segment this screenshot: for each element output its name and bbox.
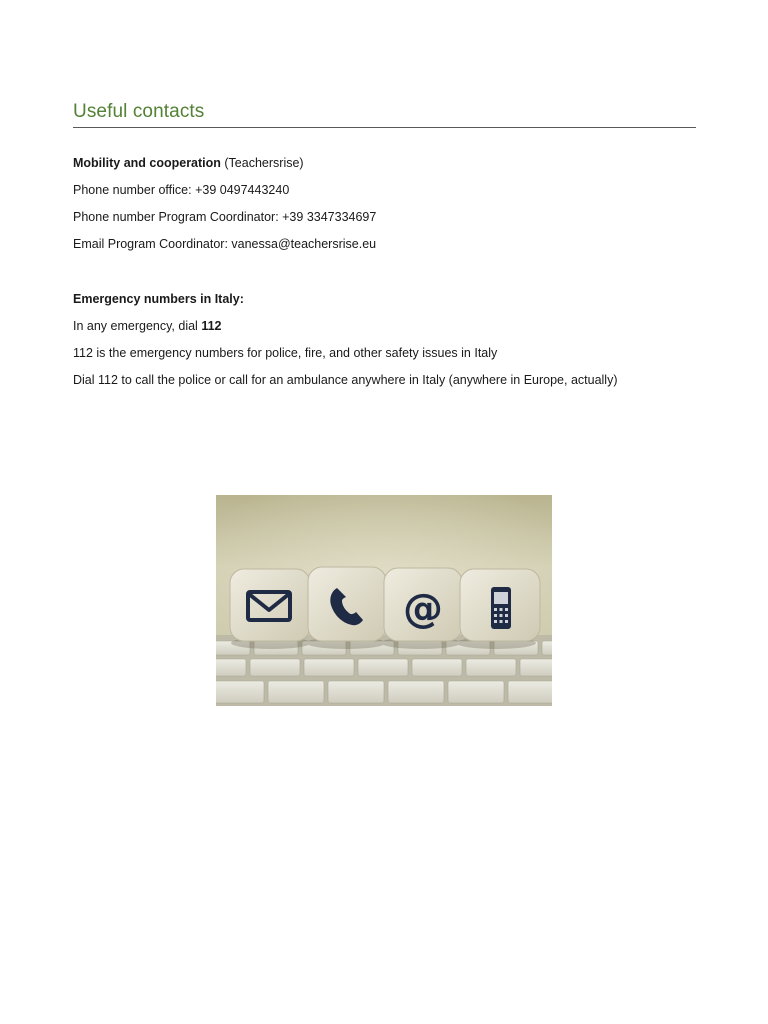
at-sign-icon: @ [403, 586, 443, 632]
mobile-phone-cube [460, 569, 540, 641]
phone-office-line: Phone number office: +39 0497443240 [73, 183, 290, 197]
emergency-line-1-text: In any emergency, dial [73, 319, 202, 333]
at-sign-cube [384, 568, 462, 641]
heading-rule [73, 127, 696, 128]
emergency-line-2: 112 is the emergency numbers for police, fire, and other safety issues in Italy [73, 346, 498, 360]
envelope-cube [230, 569, 310, 641]
phone-coordinator-line: Phone number Program Coordinator: +39 3347334697 [73, 210, 377, 224]
emergency-line-1 [73, 318, 221, 334]
mobility-heading-line [73, 155, 304, 171]
phone-cube [308, 567, 386, 641]
mobile-phone-icon [491, 587, 511, 629]
emergency-number: 112 [201, 319, 222, 333]
section-heading: Useful contacts [73, 101, 205, 122]
contact-icons-photo [216, 495, 552, 706]
mobility-org: (Teachersrise) [220, 156, 304, 170]
emergency-line-3: Dial 112 to call the police or call for an ambulance anywhere in Italy (anywhere in Europe, actually) [73, 373, 618, 387]
mobility-title: Mobility and cooperation [73, 156, 221, 170]
email-coordinator-line: Email Program Coordinator: vanessa@teachersrise.eu [73, 237, 377, 251]
emergency-heading: Emergency numbers in Italy: [73, 292, 244, 306]
